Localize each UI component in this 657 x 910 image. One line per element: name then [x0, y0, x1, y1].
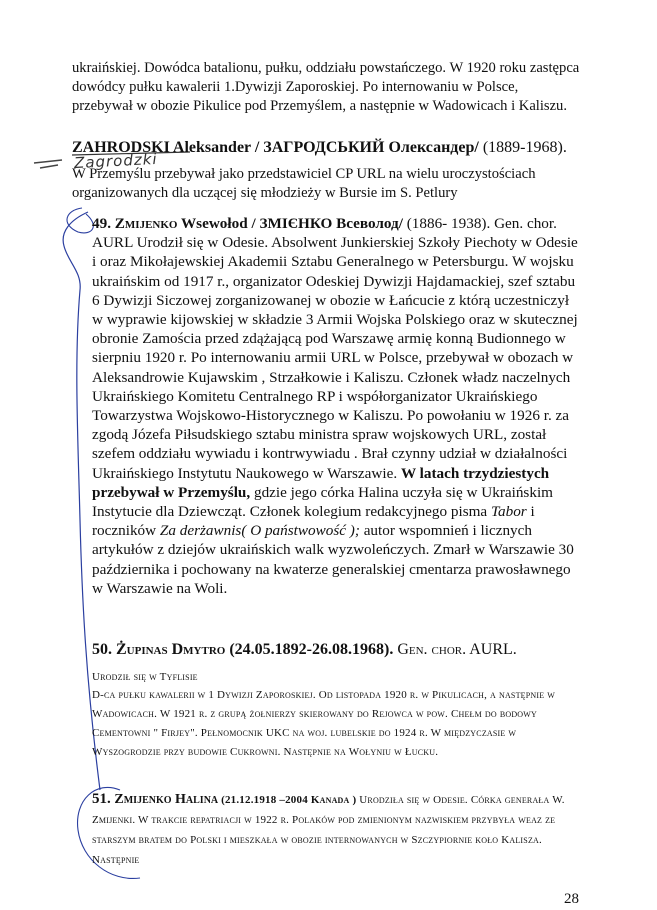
entry-zahrodski	[72, 138, 602, 158]
entry-50-heading	[92, 640, 592, 659]
page-number: 28	[564, 891, 579, 907]
handwritten-note: Zagrodzki	[73, 149, 159, 173]
entry-50-name: 50. Żupinas Dmytro (24.05.1892-26.08.1968).	[92, 641, 394, 658]
entry-51-body: Urodziła się w Odesie. Córka generała W. Zmijenki. W trakcie repatriacji w 1922 r. Polaków pod zmienionym nazwiskiem przybyła weaz ze starszym bratem do Polski i mieszkała w obozie internowanych w Szczypiornie koło Kalisza. Następnie	[92, 794, 565, 866]
dash-arrow	[34, 160, 62, 168]
entry-49-text-a: (1886- 1938). Gen. chor. AURL Urodził się w Odesie. Absolwent Junkierskiej Szkoły Piechoty w Odesie i oraz Mikołajewskiej Akademii Sztabu Generalnego w Petersburgu. W wojsku ukraińskim od 1917 r., organizator Odeskiej Dywizji Hajdamackiej, szef sztabu 6 Dywizji Siczowej zorganizowanej w obozie w Łańcucie z którą uczestniczył w wyprawie kijowskiej w składzie 3 Armii Wojska Polskiego oraz w skutecznej obronie Zamościa przed zdążającą pod Warszawę armię konną Budionnego w sierpniu 1920 r. Po internowaniu armii URL w Polsce, przebywał w obozach w Aleksandrowie Kujawskim , Strzałkowie i Kaliszu. Członek władz naczelnych Ukraińskiego Komitetu Centralnego RP i współorganizator Ukraińskiego Towarzystwa Wojskowo-Historycznego w Kaliszu. Po powołaniu w 1926 r. za zgodą Józefa Piłsudskiego sztabu ministra spraw wojskowych URL, został szefem oddziału wywiadu i kontrwywiadu . Brał czynny udział w działalności Ukraińskiego Instytutu Naukowego w Warszawie.	[92, 215, 578, 482]
entry-50-rank: Gen. chor. AURL.	[393, 641, 517, 658]
entry-49-text-b: gdzie jego córka Halina uczyła się w Ukraińskim Instytucie dla Dziewcząt. Członek kolegium redakcyjnego pisma	[92, 483, 553, 521]
entry-49-zaderz: Za derżawnis( O państwowość );	[159, 522, 360, 540]
entry-49-name-a: Zmijenko	[114, 215, 178, 232]
entry-51-dates: (21.12.1918 –2004 Kanada )	[218, 794, 360, 806]
entry-49-text-d: autor wspomnień i licznych artykułów z dziejów ukraińskich walk wyzwoleńczych. Zmarł w Warszawie 30 października i pochowany na kwaterze generalskiej cmentarza prawosławnego w Warszawie na Woli.	[92, 522, 574, 597]
entry-50-body: D-ca pułku kawalerii w 1 Dywizji Zaporoskiej. Od listopada 1920 r. w Pikulicach, a następnie w Wadowicach. W 1921 r. z grupą żołnierzy skierowany do Rejowca w pow. Chełm do bodowy Cementowni " Firjey". Pełnomocnik UKC na woj. lubelskie do 1924 r. W międzyczasie w Wyszogrodzie przy budowie Cukrowni. Następnie na Wołyniu w Łucku.	[92, 689, 556, 758]
zahrodski-text: W Przemyślu przebywał jako przedstawiciel CP URL na wielu uroczystościach organizowanych dla uczącej się młodzieży w Bursie im S. Petlury	[72, 166, 536, 201]
entry-49-number: 49.	[92, 215, 111, 232]
entry-51-name: Zmijenko Halina	[114, 792, 219, 807]
margin-loop	[67, 208, 93, 233]
intro-paragraph: ukraińskiej. Dowódca batalionu, pułku, oddziału powstańczego. W 1920 roku zastępca dowódcy pułku kawalerii 1.Dywizji Zaporoskiej. Po internowaniu w Polsce, przebywał w obozie Pikulice pod Przemyślem, a następnie w Wadowicach i Kaliszu.	[72, 60, 580, 114]
zahrodski-years: (1889-1968).	[478, 139, 567, 156]
entry-49	[92, 214, 582, 598]
entry-51-number: 51.	[92, 791, 111, 807]
zahrodski-name: ZAHRODSKI Aleksander / ЗАГРОДСЬКИЙ Олександер/	[72, 139, 479, 156]
entry-49-text-c: i roczników	[92, 503, 535, 540]
entry-51	[92, 790, 582, 870]
entry-50-line1: Urodził się w Tyflisie	[92, 671, 198, 683]
entry-49-name-b: Wsewołod / ЗМІЄНКО Всеволод/	[177, 215, 403, 232]
entry-49-bold: W latach trzydziestych przebywał w Przemyślu,	[92, 464, 550, 501]
entry-49-tabor: Tabor	[490, 503, 527, 521]
